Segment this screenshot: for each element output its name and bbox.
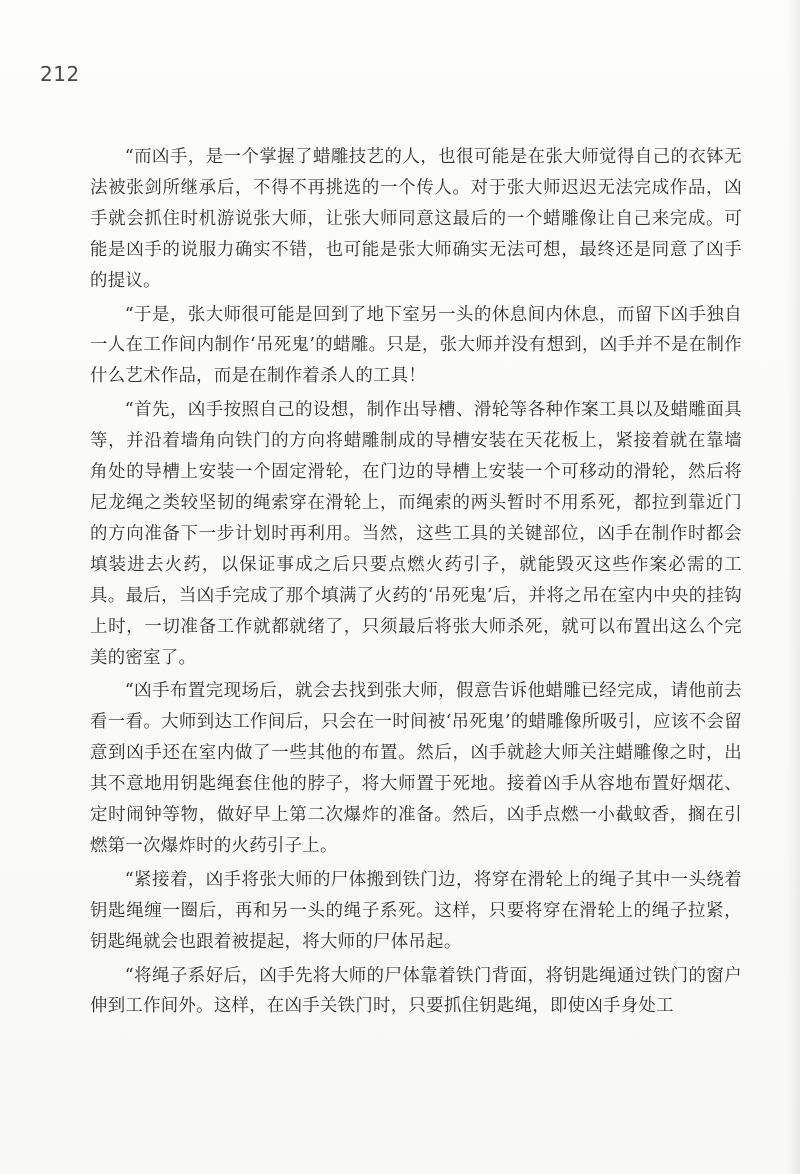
body-text xyxy=(90,142,742,1025)
paragraph: “凶手布置完现场后，就会去找到张大师，假意告诉他蜡雕已经完成，请他前去看一看。大师到达工作间后，只会在一时间被‘吊死鬼’的蜡雕像所吸引，应该不会留意到凶手还在室内做了一些其他的布置。然后，凶手就趁大师关注蜡雕像之时，出其不意地用钥匙绳套住他的脖子，将大师置于死地。接着凶手从容地布置好烟花、定时闹钟等物，做好早上第二次爆炸的准备。然后，凶手点燃一小截蚊香，搁在引燃第一次爆炸时的火药引子上。 xyxy=(90,681,742,856)
paragraph: “紧接着，凶手将张大师的尸体搬到铁门边，将穿在滑轮上的绳子其中一头绕着钥匙绳缠一圈后，再和另一头的绳子系死。这样，只要将穿在滑轮上的绳子拉紧，钥匙绳就会也跟着被提起，将大师的尸体吊起。 xyxy=(90,869,742,952)
paragraph: “将绳子系好后，凶手先将大师的尸体靠着铁门背面，将钥匙绳通过铁门的窗户伸到工作间外。这样，在凶手关铁门时，只要抓住钥匙绳，即使凶手身处工 xyxy=(90,965,742,1017)
paragraph: “于是，张大师很可能是回到了地下室另一头的休息间内休息，而留下凶手独自一人在工作间内制作‘吊死鬼’的蜡雕。只是，张大师并没有想到，凶手并不是在制作什么艺术作品，而是在制作着杀人的工具！ xyxy=(90,304,742,387)
paragraph: “而凶手，是一个掌握了蜡雕技艺的人，也很可能是在张大师觉得自己的衣钵无法被张剑所继承后，不得不再挑选的一个传人。对于张大师迟迟无法完成作品，凶手就会抓住时机游说张大师，让张大师同意这最后的一个蜡雕像让自己来完成。可能是凶手的说服力确实不错，也可能是张大师确实无法可想，最终还是同意了凶手的提议。 xyxy=(90,147,742,291)
page-edge-shadow xyxy=(786,0,800,1174)
page-number: 212 xyxy=(40,62,80,86)
paragraph: “首先，凶手按照自己的设想，制作出导槽、滑轮等各种作案工具以及蜡雕面具等，并沿着墙角向铁门的方向将蜡雕制成的导槽安装在天花板上，紧接着就在靠墙角处的导槽上安装一个固定滑轮，在门边的导槽上安装一个可移动的滑轮，然后将尼龙绳之类较坚韧的绳索穿在滑轮上，而绳索的两头暂时不用系死，都拉到靠近门的方向准备下一步计划时再利用。当然，这些工具的关键部位，凶手在制作时都会填装进去火药，以保证事成之后只要点燃火药引子，就能毁灭这些作案必需的工具。最后，当凶手完成了那个填满了火药的‘吊死鬼’后，并将之吊在室内中央的挂钩上时，一切准备工作就都就绪了，只须最后将张大师杀死，就可以布置出这么个完美的密室了。 xyxy=(90,400,742,668)
